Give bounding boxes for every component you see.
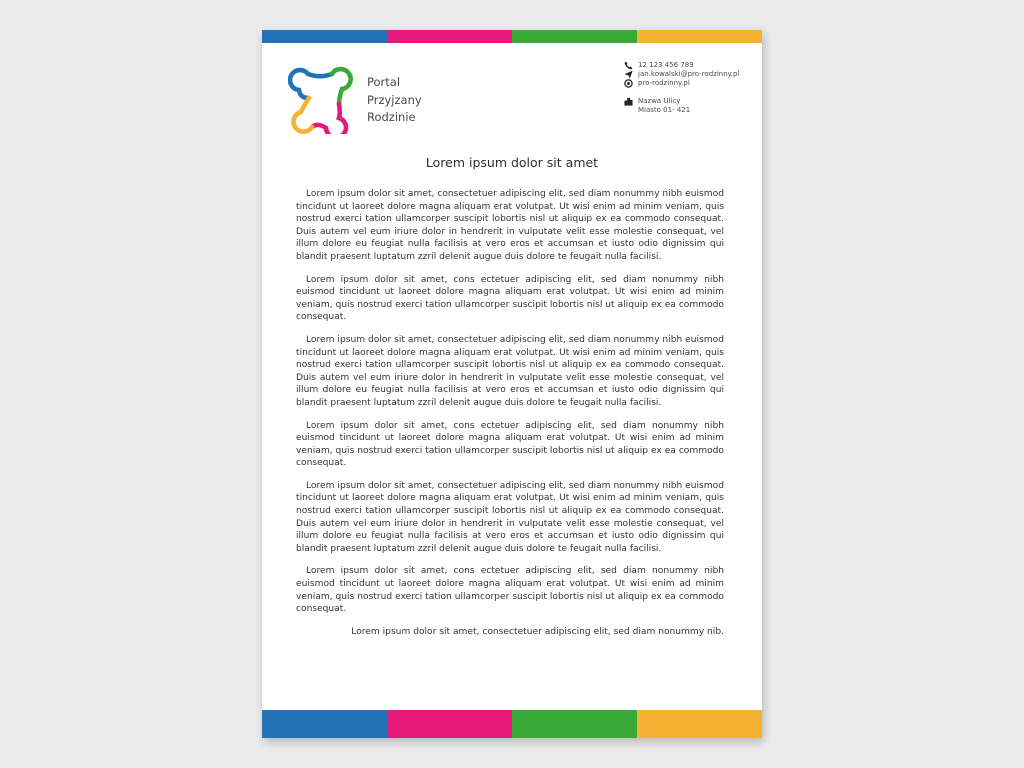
body-paragraph: Lorem ipsum dolor sit amet, cons ectetuer adipiscing elit, sed diam nonummy nibh euismod tincidunt ut laoreet dolore magna aliquam erat volutpat. Ut wisi enim ad minim veniam, quis nostrud exerci tation ullamcorper suscipit lobortis nisl ut aliquip ex ea commodo consequat. — [296, 566, 724, 615]
stripe-segment-magenta — [387, 30, 512, 43]
body-paragraph: Lorem ipsum dolor sit amet, consectetuer adipiscing elit, sed diam nonummy nibh euismod tincidunt ut laoreet dolore magna aliquam erat volutpat. Ut wisi enim ad minim veniam, quis nostrud exerci tation ullamcorper suscipit lobortis nisl ut aliquip ex ea commodo consequat. Duis autem vel eum iriure dolor in hendrerit in vulputate velit esse molestie consequat, vel illum dolore eu feugiat nulla facilisis at vero eros et accumsan et iusto odio dignissim qui blandit praesent luptatum zzril delenit augue duis dolore te feugait nulla facilisi. — [296, 480, 724, 554]
contact-website[interactable]: pro-rodzinny.pl — [638, 79, 690, 87]
brand-line-2: Przyjzany — [367, 92, 422, 107]
stripe-segment-magenta — [387, 710, 512, 738]
contact-website-row — [624, 79, 739, 88]
top-color-stripe — [262, 30, 762, 43]
logo-icon — [288, 66, 354, 134]
letter-body — [296, 188, 724, 648]
contact-email-row — [624, 70, 739, 79]
send-icon — [624, 70, 633, 79]
contact-city: Miasto 01- 421 — [638, 106, 691, 114]
brand-name — [367, 74, 422, 127]
body-paragraph: Lorem ipsum dolor sit amet, consectetuer adipiscing elit, sed diam nonummy nibh euismod tincidunt ut laoreet dolore magna aliquam erat volutpat. Ut wisi enim ad minim veniam, quis nostrud exerci tation ullamcorper suscipit lobortis nisl ut aliquip ex ea commodo consequat. Duis autem vel eum iriure dolor in hendrerit in vulputate velit esse molestie consequat, vel illum dolore eu feugiat nulla facilisis at vero eros et accumsan et iusto odio dignissim qui blandit praesent luptatum zzril delenit augue duis dolore te feugait nulla facilisi. — [296, 189, 724, 262]
body-paragraph: Lorem ipsum dolor sit amet, cons ectetuer adipiscing elit, sed diam nonummy nibh euismod tincidunt ut laoreet dolore magna aliquam erat volutpat. Ut wisi enim ad minim veniam, quis nostrud exerci tation ullamcorper suscipit lobortis nisl ut aliquip ex ea commodo consequat. — [296, 274, 724, 323]
stripe-segment-orange — [637, 710, 762, 738]
stripe-segment-green — [512, 710, 637, 738]
stripe-segment-green — [512, 30, 637, 43]
letterhead-page — [262, 30, 762, 738]
contact-phone-row — [624, 61, 739, 70]
closing-line: Lorem ipsum dolor sit amet, consectetuer adipiscing elit, sed diam nonummy nib. — [351, 626, 724, 637]
brand-line-3: Rodzinie — [367, 110, 416, 124]
contact-email[interactable]: jan.kowalski@pro-rodzinny.pl — [638, 70, 740, 78]
stripe-segment-blue — [262, 710, 387, 738]
at-icon — [624, 79, 633, 88]
body-paragraph: Lorem ipsum dolor sit amet, consectetuer adipiscing elit, sed diam nonummy nibh euismod tincidunt ut laoreet dolore magna aliquam erat volutpat. Ut wisi enim ad minim veniam, quis nostrud exerci tation ullamcorper suscipit lobortis nisl ut aliquip ex ea commodo consequat. Duis autem vel eum iriure dolor in hendrerit in vulputate velit esse molestie consequat, vel illum dolore eu feugiat nulla facilisis at vero eros et accumsan et iusto odio dignissim qui blandit praesent luptatum zzril delenit augue duis dolore te feugait nulla facilisi. — [296, 334, 724, 408]
stripe-segment-orange — [637, 30, 762, 43]
phone-icon — [624, 61, 633, 70]
stripe-segment-blue — [262, 30, 387, 43]
bottom-color-stripe — [262, 710, 762, 738]
body-paragraph: Lorem ipsum dolor sit amet, cons ectetuer adipiscing elit, sed diam nonummy nibh euismod tincidunt ut laoreet dolore magna aliquam erat volutpat. Ut wisi enim ad minim veniam, quis nostrud exerci tation ullamcorper suscipit lobortis nisl ut aliquip ex ea commodo consequat. — [296, 420, 724, 469]
building-icon — [624, 97, 633, 106]
contact-address — [638, 97, 690, 115]
contact-phone: 12 123 456 789 — [638, 61, 694, 69]
letter-title: Lorem ipsum dolor sit amet — [425, 155, 599, 170]
brand-line-1: Portal — [367, 75, 401, 89]
contact-street: Nazwa Ulicy — [638, 97, 681, 105]
contact-address-row — [624, 97, 739, 115]
contact-block — [624, 61, 739, 115]
